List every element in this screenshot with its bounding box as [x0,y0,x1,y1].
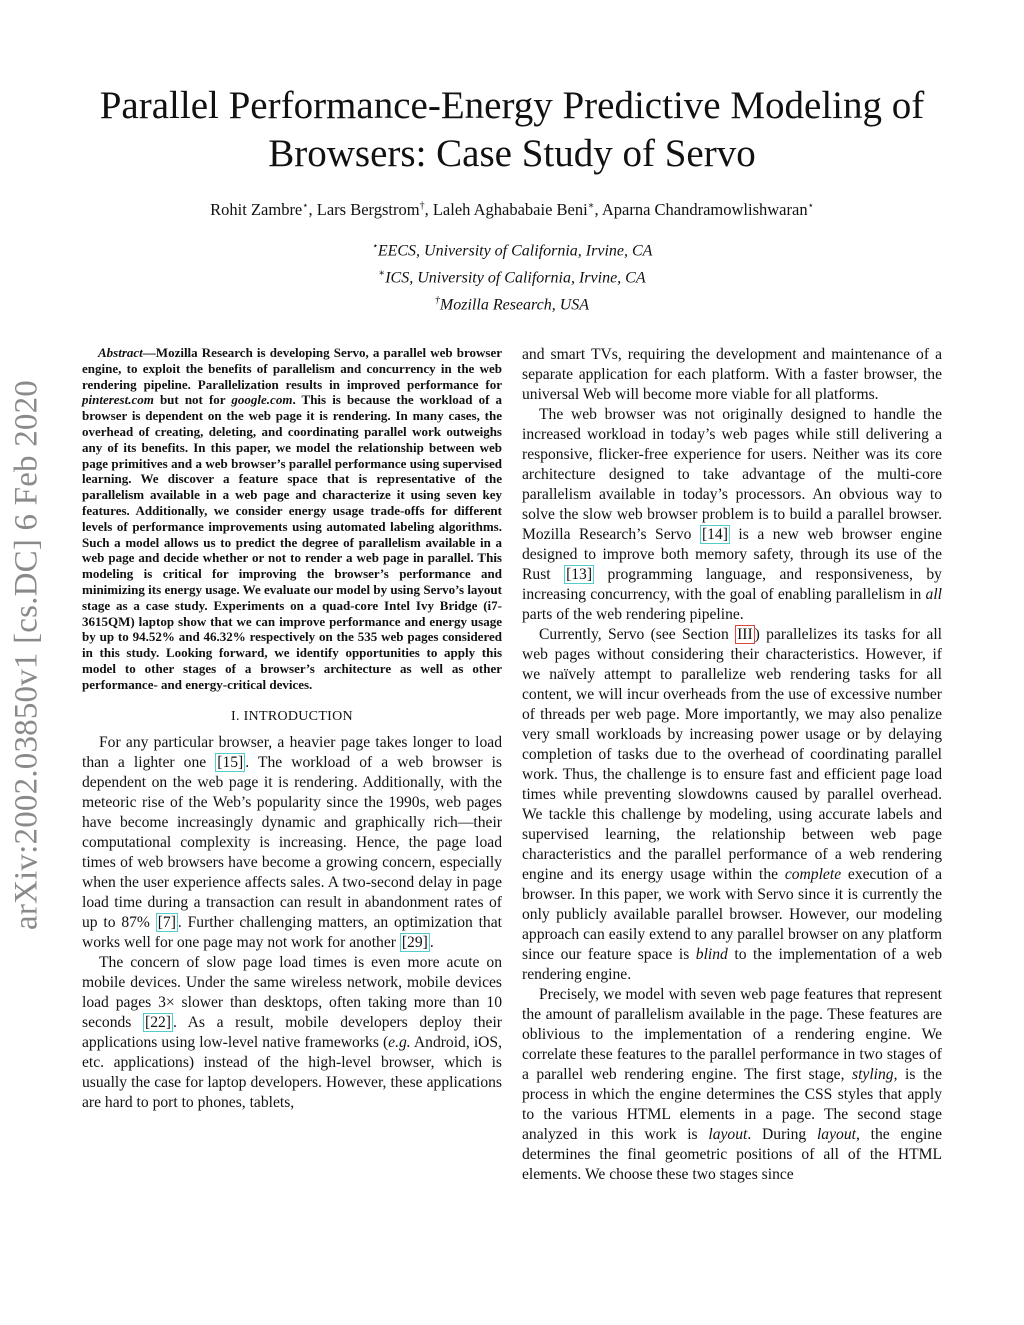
abstract-emphasis: pinterest.com [82,392,154,408]
paragraph [82,733,502,953]
paragraph [522,405,942,625]
paragraph: and smart TVs, requiring the development and maintenance of a separate application for each platform. With a faster browser, the universal Web will become more viable for all platforms. [522,346,942,403]
affiliation [60,263,964,290]
paragraph-text: . [429,933,434,951]
paragraph-emphasis: complete [784,866,842,883]
paragraph-text: , the engine determines the final geometric positions of all of the HTML elements. We choose these two stages since [522,1126,943,1183]
paragraph-text: The concern of slow page load times is even more acute on mobile devices. Under the same wireless network, mobile devices load pages 3× slower than desktops, often taking more than 10 seconds [82,953,502,1031]
affiliation-mark: † [434,294,440,306]
right-column [522,345,942,1185]
citation-link[interactable]: [14] [701,526,728,543]
arxiv-sidebar [0,345,62,965]
paragraph-text: . Further challenging matters, an optimization that works well for one page may not work for another [82,913,502,951]
section-heading: I. INTRODUCTION [231,708,353,724]
citation-link[interactable]: [13] [566,566,593,583]
abstract-text: . This is because the workload of a browser is dependent on the web page it is rendering. In many cases, the overhead of creating, deleting, and coordinating parallel work outweighs any of its benefits. In this paper, we model the relationship between web page primitives and a web browser’s parallel performance using supervised learning. We discover a feature space that is representative of the parallelism available in a web page and characterize it using seven key features. Additionally, we consider energy usage trade-offs for different levels of performance improvements using automated labeling algorithms. Such a model allows us to predict the degree of parallelism available in a web page and decide whether or not to render a web page in parallel. This modeling is critical for improving the browser’s performance and minimizing its energy usage. We evaluate our model by using Servo’s layout stage as a case study. Experiments on a quad-core Intel Ivy Bridge (i7-3615QM) laptop show that we can improve performance and energy usage by up to 94.52% and 46.32% respectively on the 535 web pages considered in this study. Looking forward, we identify opportunities to apply this model to other stages of a browser’s architecture as well as other performance- and energy-critical devices. [82,392,502,692]
affiliation-text: EECS, University of California, Irvine, CA [377,242,653,260]
abstract-emphasis: google.com [231,392,293,408]
abstract-text: —Mozilla Research is developing Servo, a parallel web browser engine, to exploit the benefits of parallelism and concurrency in the web rendering pipeline. Parallelization results in improved performance for [82,345,502,392]
paragraph-emphasis: layout [816,1126,856,1143]
abstract-label: Abstract [98,345,143,360]
paragraph [522,985,942,1185]
paragraph-text: to the implementation of a web rendering engine. [522,946,942,983]
author-mark: ⋆ [807,200,814,212]
paragraph-emphasis: blind [695,946,728,963]
abstract-text: but not for [153,392,232,408]
author-name: Rohit Zambre [210,200,303,219]
citation-link[interactable]: [7] [157,913,176,931]
paragraph-emphasis: e.g. [388,1033,411,1051]
title-line-2: Browsers: Case Study of Servo [268,132,756,175]
author-name: Lars Bergstrom [316,200,420,219]
left-column [82,345,502,1113]
paragraph-text: The web browser was not originally designed to handle the increased workload in today’s web pages while still delivering a responsive, flicker-free experience for users. Neither was its core architecture designed to take advantage of the multi-core parallelism available in today’s processors. An obvious way to solve the slow web browser problem is to build a parallel browser. Mozilla Research’s Servo [522,406,942,543]
citation-link[interactable]: [15] [217,753,244,771]
paragraph-text: Currently, Servo (see Section [539,626,736,643]
affiliation [60,290,964,317]
author-mark: ∗ [587,200,595,212]
paragraph-text: execution of a browser. In this paper, we work with Servo since it is currently the only publicly available parallel browser. However, our modeling approach can easily extend to any parallel browser on any platform since our feature space is [522,866,942,963]
author-mark: † [419,200,425,212]
paragraph-text: , is the process in which the engine determines the CSS styles that apply to the various HTML elements in a page. The second stage analyzed in this work is [522,1066,942,1143]
paragraph-text: is a new web browser engine designed to improve both memory safety, through its use of the Rust [522,526,943,583]
affiliation-text: ICS, University of California, Irvine, CA [385,269,646,287]
author-name: Aparna Chandramowlishwaran [601,200,808,219]
citation-link[interactable]: [29] [401,933,428,951]
paragraph-text: ) parallelizes its tasks for all web pages without considering their characteristics. However, if we naïvely attempt to parallelize web rendering tasks for all content, we will incur overheads from the use of excessive number of threads per web page. More importantly, we may also penalize very small workloads by increasing power usage or by delaying completion of tasks due to the overhead of coordinating parallel work. Thus, the challenge is to ensure fast and efficient page load times while preventing slowdowns caused by parallel overhead. We tackle this challenge by modeling, using accurate labels and supervised learning, the relationship between web page characteristics and the parallel performance of a web rendering engine and its energy usage within the [522,626,942,883]
paragraph-text: programming language, and responsiveness, by increasing concurrency, with the goal of enabling parallelism in [522,566,942,603]
paper-title [60,82,964,178]
paragraph-text: Android, iOS, etc. applications) instead of the high-level browser, which is usually the case for laptop developers. However, these applications are hard to port to phones, tablets, [82,1033,502,1111]
affiliation-mark: ⋆ [371,241,378,252]
affiliation [60,236,964,263]
citation-link[interactable]: [22] [145,1013,171,1031]
arxiv-identifier: arXiv:2002.03850v1 [cs.DC] 6 Feb 2020 [8,379,45,931]
title-line-1: Parallel Performance-Energy Predictive Modeling of [99,84,925,127]
affiliation-mark: ∗ [378,267,386,279]
paragraph-text: . During [747,1126,817,1143]
paragraph-text: parts of the web rendering pipeline. [522,606,744,623]
abstract [82,345,502,693]
paragraph-emphasis: all [925,586,942,603]
affiliation-text: Mozilla Research, USA [439,295,590,313]
paragraph-text: Precisely, we model with seven web page features that represent the amount of parallelism available in the page. These features are oblivious to the implementation of a rendering engine. We correlate these features to the parallel performance in two stages of a parallel web rendering engine. The first stage, [522,986,942,1083]
paragraph [522,625,942,985]
author-mark: ⋆ [302,200,309,212]
paragraph-emphasis: layout [708,1126,748,1143]
section-reference-link[interactable]: III [737,626,753,643]
author-name: Laleh Aghababaie Beni [432,200,588,219]
paragraph [82,953,502,1113]
paragraph-text: . The workload of a web browser is dependent on the web page it is rendering. Additionally, with the meteoric rise of the Web’s popularity since the 1990s, web pages have become increasingly dynamic and graphically rich—their computational complexity is increasing. Hence, the page load times of web browsers have become a growing concern, especially when the user experience affects sales. A two-second delay in page load time during a transaction can result in abandonment rates of up to 87% [82,753,502,931]
paragraph-emphasis: styling [852,1066,894,1083]
affiliations [60,236,964,316]
author-list: Rohit Zambre⋆, Lars Bergstrom†, Laleh Aghababaie Beni∗, Aparna Chandramowlishwaran⋆ [210,200,814,219]
paragraph-text: For any particular browser, a heavier page takes longer to load than a lighter one [82,733,502,771]
paragraph-text: . As a result, mobile developers deploy their applications using low-level native frameworks ( [82,1013,502,1051]
